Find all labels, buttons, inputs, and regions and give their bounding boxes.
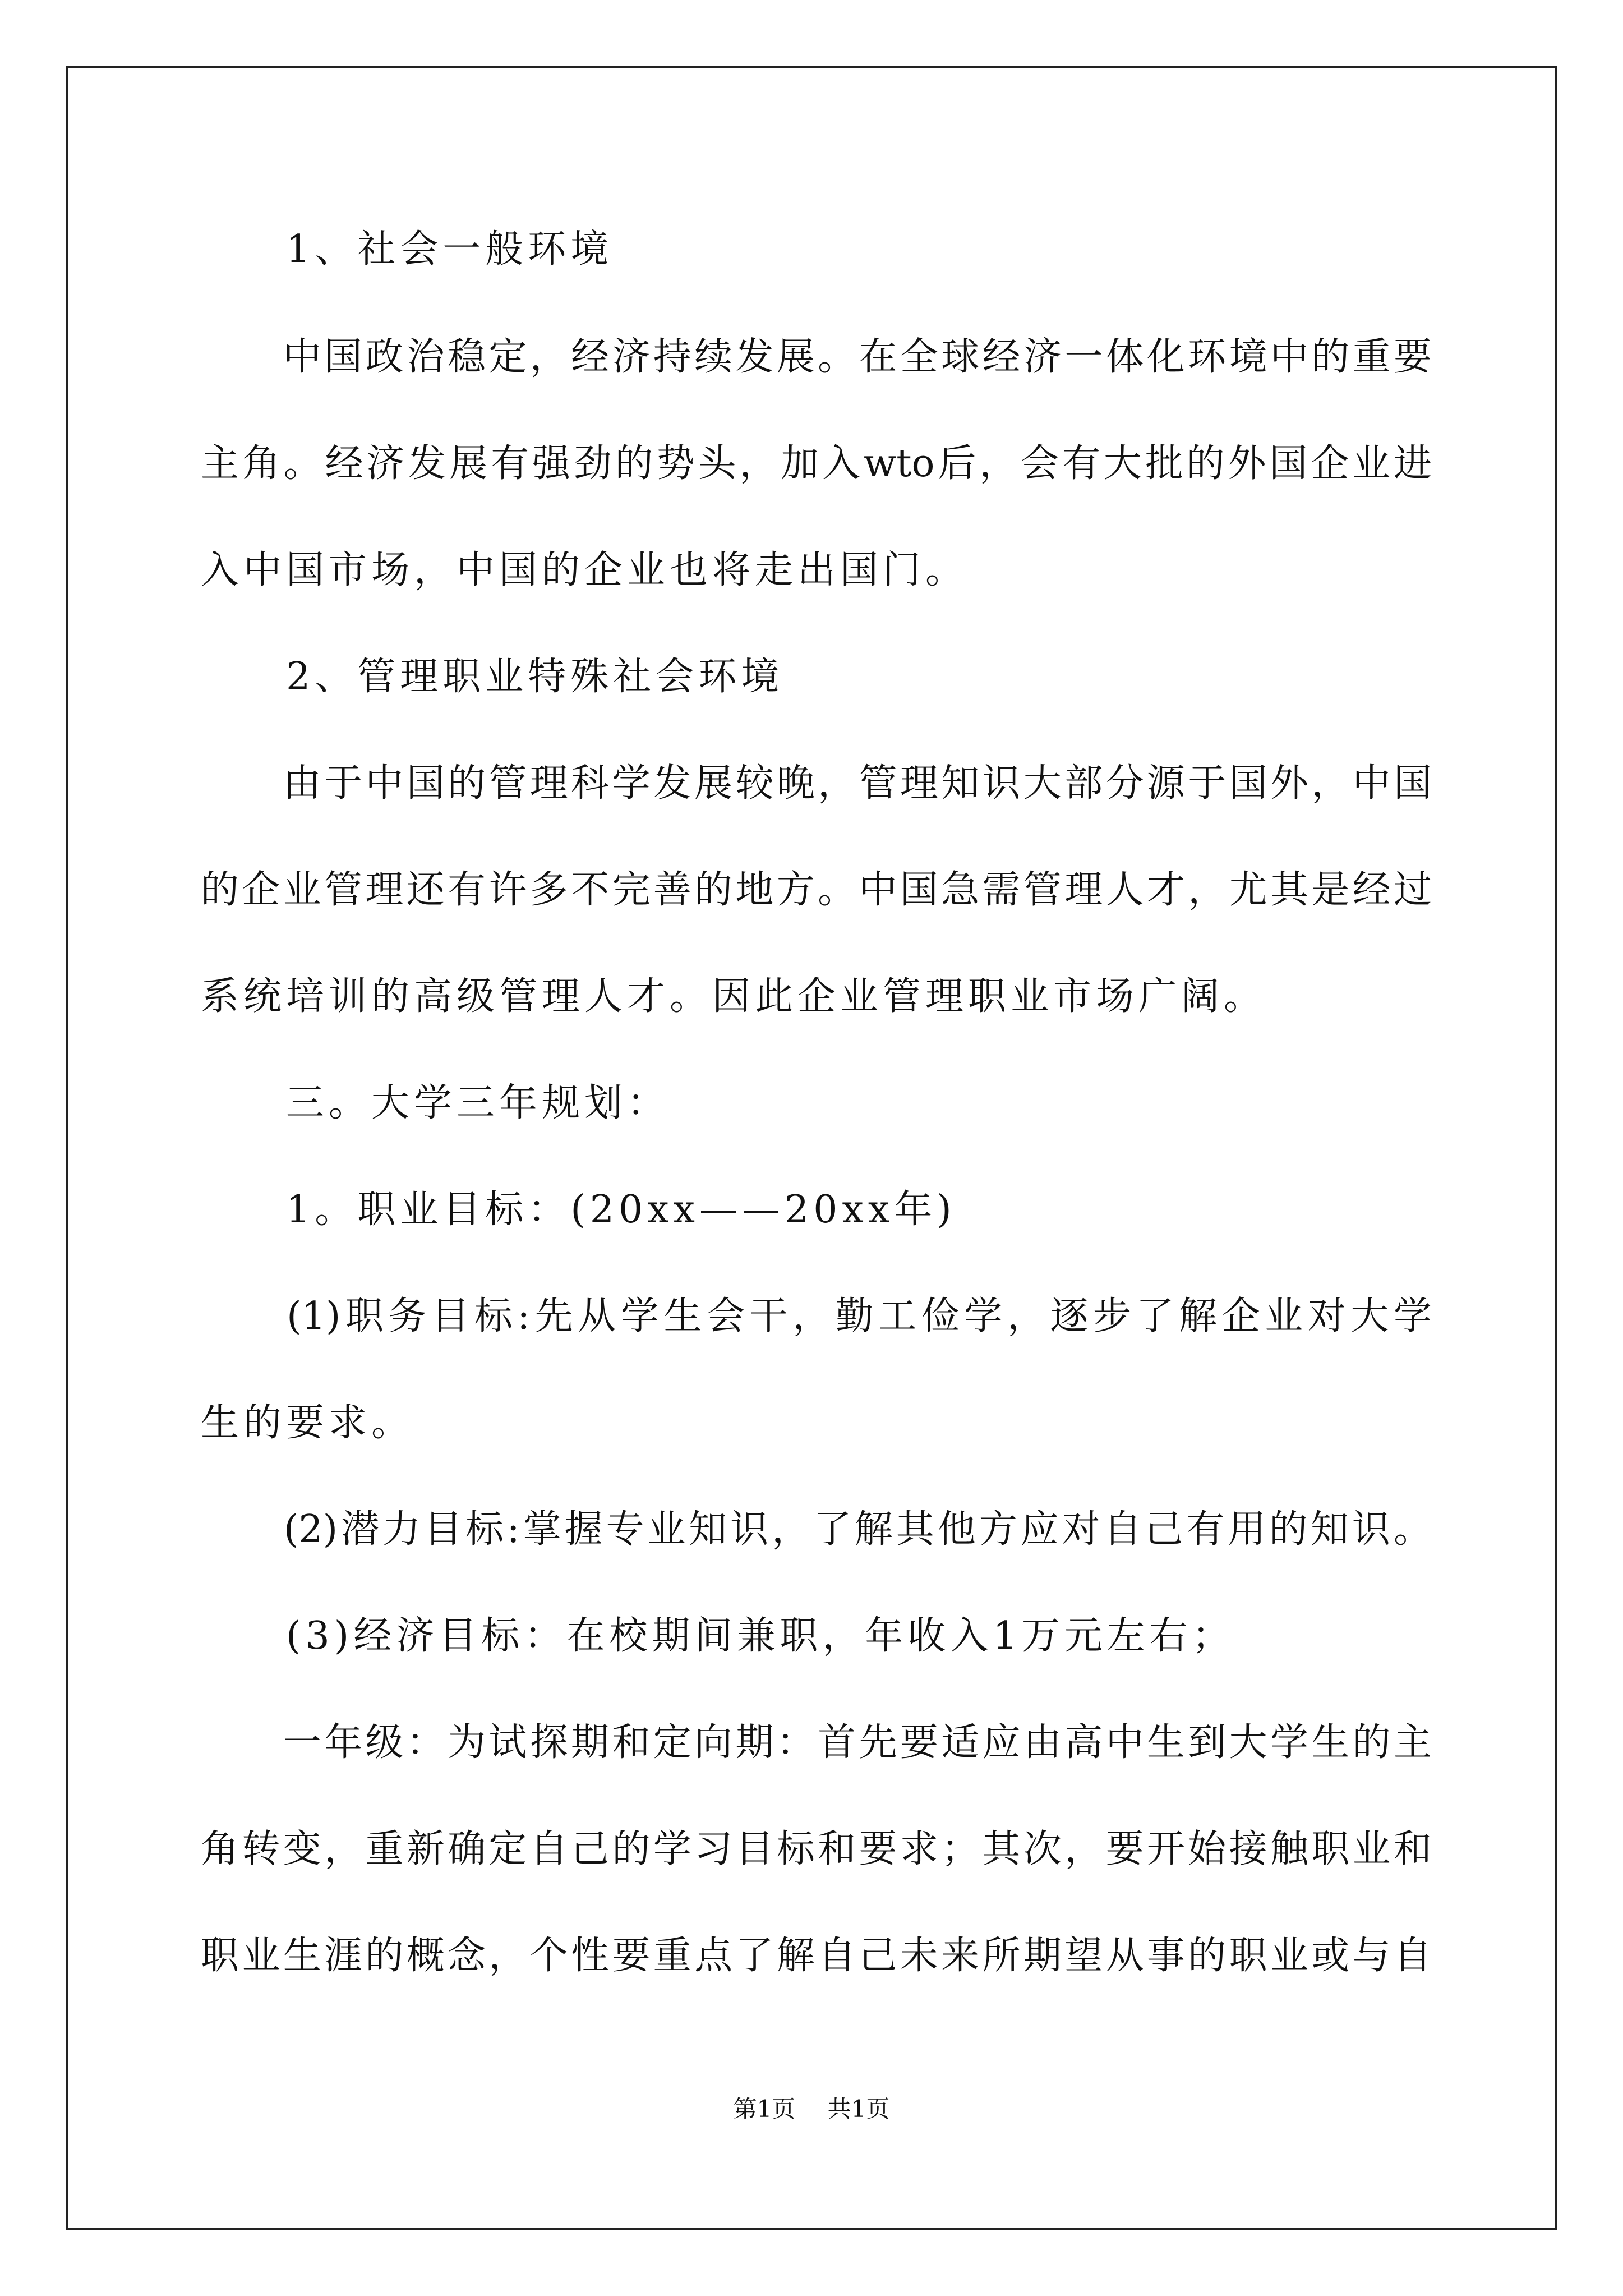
page-number: 第1页 [733, 2095, 796, 2123]
heading-three-year-plan: 三。大学三年规划： [201, 1081, 670, 1125]
paragraph-line: (2)潜力目标:掌握专业知识，了解其他方应对自己有用的知识。 [201, 1507, 1432, 1552]
heading-social-environment: 1、社会一般环境 [201, 227, 614, 272]
page-footer [0, 2092, 1623, 2126]
paragraph-line: (3)经济目标：在校期间兼职，年收入1万元左右； [201, 1614, 1235, 1658]
paragraph-line: 职业生涯的概念，个性要重点了解自己未来所期望从事的职业或与自 [201, 1934, 1432, 1978]
heading-management-environment: 2、管理职业特殊社会环境 [201, 655, 784, 699]
paragraph-line: 由于中国的管理科学发展较晚，管理知识大部分源于国外，中国 [201, 761, 1432, 806]
paragraph-line: (1)职务目标:先从学生会干，勤工俭学，逐步了解企业对大学 [201, 1294, 1432, 1338]
paragraph-line: 中国政治稳定，经济持续发展。在全球经济一体化环境中的重要 [201, 335, 1432, 379]
paragraph-line: 系统培训的高级管理人才。因此企业管理职业市场广阔。 [201, 974, 1267, 1019]
paragraph-line: 一年级：为试探期和定向期：首先要适应由高中生到大学生的主 [201, 1720, 1432, 1765]
paragraph-line: 生的要求。 [201, 1401, 414, 1445]
paragraph-line: 的企业管理还有许多不完善的地方。中国急需管理人才，尤其是经过 [201, 868, 1432, 912]
paragraph-line: 主角。经济发展有强劲的势头，加入wto后，会有大批的外国企业进 [201, 441, 1432, 486]
heading-career-goal: 1。职业目标：(20xx——20xx年) [201, 1188, 956, 1232]
paragraph-line: 入中国市场，中国的企业也将走出国门。 [201, 548, 969, 592]
paragraph-line: 角转变，重新确定自己的学习目标和要求；其次，要开始接触职业和 [201, 1827, 1432, 1871]
page-total: 共1页 [827, 2095, 890, 2123]
